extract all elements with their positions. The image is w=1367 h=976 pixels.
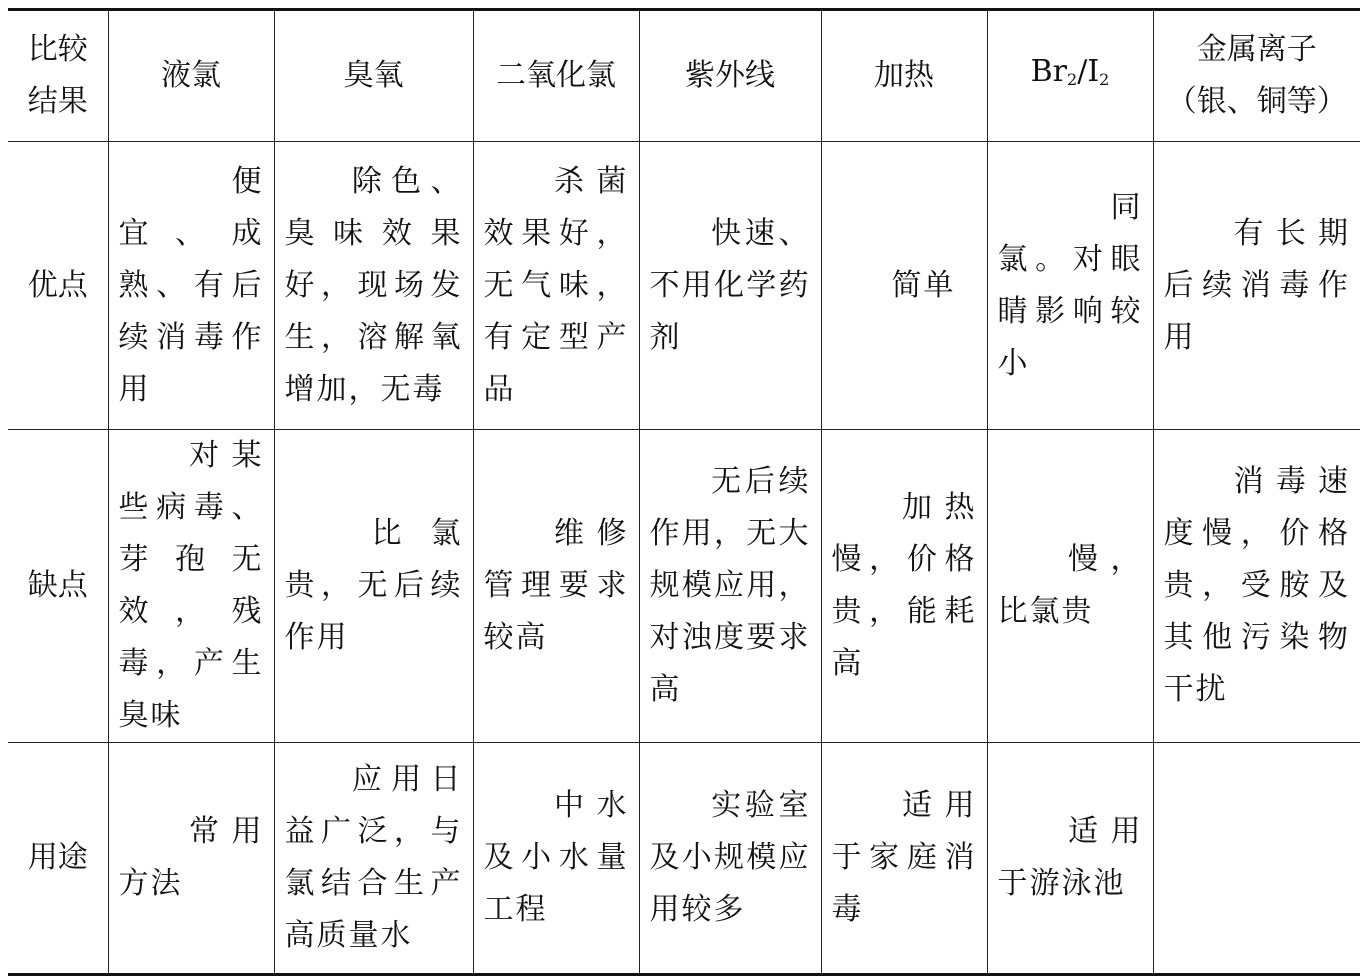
cell-text: 维修管理要求较高 <box>483 516 629 655</box>
row-advantages <box>8 142 1360 430</box>
header-method-text: 二氧化氯 <box>496 58 616 93</box>
cell-text: 杀菌效果好，无气味，有定型产品 <box>483 163 629 407</box>
table-cell <box>987 430 1153 743</box>
row-label-disadvantages <box>8 430 108 743</box>
header-row <box>8 10 1360 142</box>
header-method-text: 臭氧 <box>343 58 404 93</box>
cell-text: 有长期后续消毒作用 <box>1163 215 1350 355</box>
header-method-heating <box>821 10 987 142</box>
slash: / <box>1077 54 1088 89</box>
header-method-bromine-iodine <box>987 10 1153 142</box>
cell-text: 同氯。对眼睛影响较小 <box>997 189 1143 381</box>
cell-text: 应用日益广泛，与氯结合生产高质量水 <box>284 762 463 953</box>
row-applications <box>8 743 1360 975</box>
cell-text: 加热慢，价格贵，能耗高 <box>831 490 977 681</box>
cell-text: 无后续作用，无大规模应用，对浊度要求高 <box>649 464 811 707</box>
table-cell <box>274 430 473 743</box>
br-symbol: Br <box>1030 54 1068 89</box>
header-corner-cell <box>8 10 108 142</box>
cell-text: 消毒速度慢，价格贵，受胺及其他污染物干扰 <box>1163 464 1350 707</box>
row-disadvantages <box>8 430 1360 743</box>
table-cell <box>108 142 274 430</box>
table-cell <box>639 743 821 975</box>
cell-text: 常用方法 <box>118 814 264 901</box>
row-label-applications <box>8 743 108 975</box>
cell-text: 中水及小水量工程 <box>483 788 629 927</box>
row-label-text: 优点 <box>27 267 88 303</box>
cell-text: 适用于游泳池 <box>997 814 1143 901</box>
row-label-text: 缺点 <box>27 568 88 603</box>
cell-text: 对某些病毒、芽孢无效，残毒，产生臭味 <box>118 438 264 733</box>
table-cell <box>821 142 987 430</box>
table-cell <box>108 430 274 743</box>
header-corner-text: 比较结果 <box>27 32 88 119</box>
header-metal-line1: 金属离子 <box>1196 32 1317 67</box>
header-method-text: 加热 <box>874 58 934 93</box>
header-method-chlorine-dioxide <box>473 10 639 142</box>
header-method-text: 液氯 <box>161 58 221 93</box>
row-label-text: 用途 <box>27 840 88 875</box>
i-symbol: I <box>1087 54 1100 89</box>
table-cell <box>473 142 639 430</box>
cell-text: 实验室及小规模应用较多 <box>649 788 811 927</box>
table-cell <box>1153 430 1360 743</box>
header-method-ozone <box>274 10 473 142</box>
table-cell <box>987 142 1153 430</box>
table-cell <box>987 743 1153 975</box>
cell-text: 除色、臭味效果好，现场发生，溶解氧增加，无毒 <box>284 163 463 407</box>
cell-text: 慢，比氯贵 <box>997 542 1143 629</box>
header-metal-line2: （银、铜等） <box>1166 84 1347 119</box>
header-method-text: 紫外线 <box>685 58 775 93</box>
header-method-ultraviolet <box>639 10 821 142</box>
br-subscript: 2 <box>1067 70 1078 89</box>
header-method-liquid-chlorine <box>108 10 274 142</box>
table-cell <box>639 142 821 430</box>
table-cell <box>473 743 639 975</box>
cell-text: 适用于家庭消毒 <box>831 788 977 927</box>
table-cell <box>274 743 473 975</box>
table-cell <box>108 743 274 975</box>
comparison-table <box>8 8 1360 976</box>
cell-text: 简单 <box>891 267 956 303</box>
table-cell <box>821 430 987 743</box>
table-cell <box>274 142 473 430</box>
table-cell <box>473 430 639 743</box>
row-label-advantages <box>8 142 108 430</box>
cell-text: 便宜、成熟、有后续消毒作用 <box>118 163 264 407</box>
table-cell <box>639 430 821 743</box>
i-subscript: 2 <box>1099 70 1110 89</box>
cell-text: 快速、不用化学药剂 <box>649 215 811 355</box>
table-cell <box>1153 743 1360 975</box>
table-cell <box>821 743 987 975</box>
header-method-metal-ions <box>1153 10 1360 142</box>
cell-text: 比氯贵，无后续作用 <box>284 516 463 655</box>
table-cell <box>1153 142 1360 430</box>
